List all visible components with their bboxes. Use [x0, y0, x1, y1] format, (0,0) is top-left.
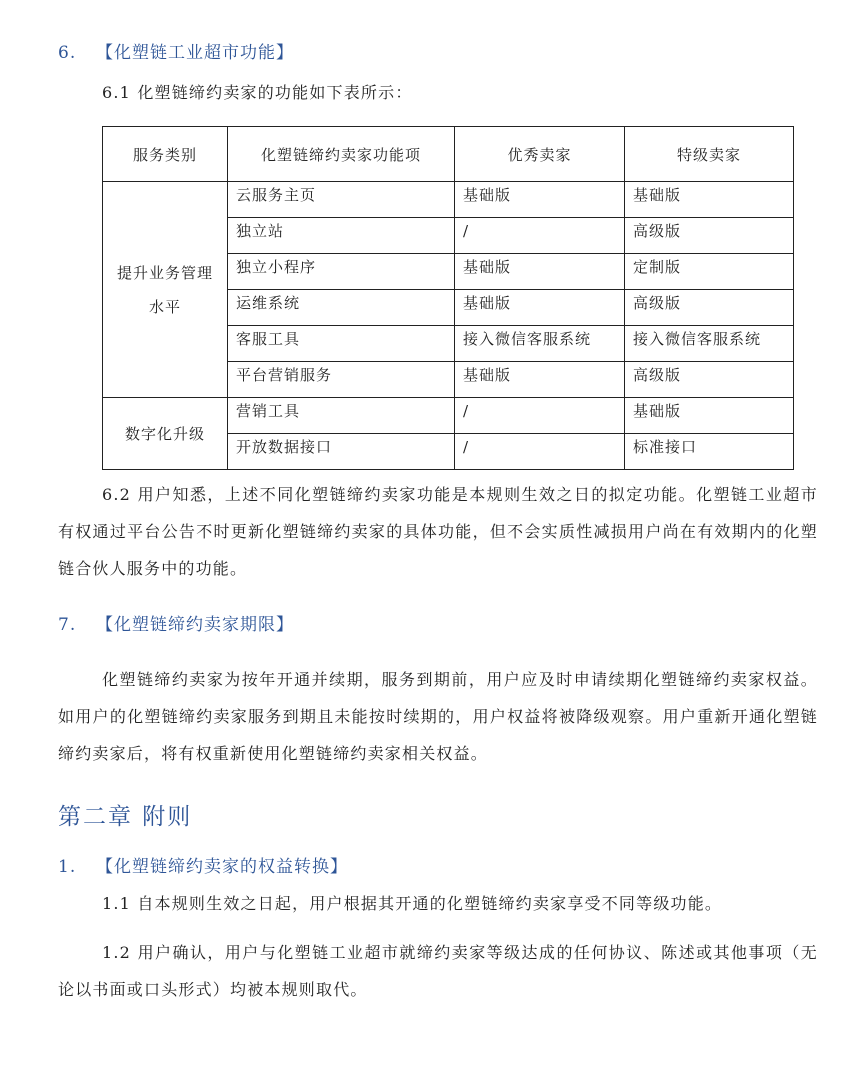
table-row — [103, 398, 794, 434]
excellent-value-cell: 基础版 — [455, 182, 625, 218]
premium-value-cell: 高级版 — [625, 290, 794, 326]
excellent-value-cell: / — [455, 434, 625, 470]
excellent-value-cell: 基础版 — [455, 290, 625, 326]
premium-value-cell: 定制版 — [625, 254, 794, 290]
table-row — [103, 182, 794, 218]
function-item-cell: 独立小程序 — [228, 254, 455, 290]
function-item-cell: 平台营销服务 — [228, 362, 455, 398]
section-6-2-paragraph: 6.2 用户知悉，上述不同化塑链缔约卖家功能是本规则生效之日的拟定功能。化塑链工业超市有权通过平台公告不时更新化塑链缔约卖家的具体功能，但不会实质性减损用户尚在有效期内的化塑链合伙人服务中的功能。 — [58, 485, 818, 578]
function-item-cell: 开放数据接口 — [228, 434, 455, 470]
premium-value-cell: 基础版 — [625, 182, 794, 218]
excellent-value-cell: / — [455, 218, 625, 254]
premium-value-cell: 高级版 — [625, 362, 794, 398]
chapter-2-title: 第二章 附则 — [58, 804, 193, 830]
premium-value-cell: 标准接口 — [625, 434, 794, 470]
section-6-title: 【化塑链工业超市功能】 — [96, 43, 294, 63]
header-premium-seller: 特级卖家 — [625, 127, 794, 182]
category-cell: 提升业务管理水平 — [103, 182, 228, 398]
section-1-2-paragraph: 1.2 用户确认，用户与化塑链工业超市就缔约卖家等级达成的任何协议、陈述或其他事项（无论以书面或口头形式）均被本规则取代。 — [58, 943, 818, 999]
function-item-cell: 独立站 — [228, 218, 455, 254]
excellent-value-cell: / — [455, 398, 625, 434]
premium-value-cell: 基础版 — [625, 398, 794, 434]
header-service-category: 服务类别 — [103, 127, 228, 182]
excellent-value-cell: 基础版 — [455, 362, 625, 398]
section-7-paragraph: 化塑链缔约卖家为按年开通并续期，服务到期前，用户应及时申请续期化塑链缔约卖家权益。如用户的化塑链缔约卖家服务到期且未能按时续期的，用户权益将被降级观察。用户重新开通化塑链缔约卖家后，将有权重新使用化塑链缔约卖家相关权益。 — [58, 670, 818, 763]
category-cell: 数字化升级 — [103, 398, 228, 470]
section-6-1-intro: 6.1 化塑链缔约卖家的功能如下表所示： — [102, 83, 413, 102]
function-item-cell: 运维系统 — [228, 290, 455, 326]
section-7-heading — [58, 610, 294, 635]
excellent-value-cell: 基础版 — [455, 254, 625, 290]
function-item-cell: 营销工具 — [228, 398, 455, 434]
section-7-number: 7. — [58, 615, 77, 635]
section-1-heading — [58, 852, 348, 877]
section-1-1-paragraph: 1.1 自本规则生效之日起，用户根据其开通的化塑链缔约卖家享受不同等级功能。 — [102, 894, 723, 913]
header-function-item: 化塑链缔约卖家功能项 — [228, 127, 455, 182]
premium-value-cell: 接入微信客服系统 — [625, 326, 794, 362]
section-1-number: 1. — [58, 857, 77, 877]
function-item-cell: 客服工具 — [228, 326, 455, 362]
excellent-value-cell: 接入微信客服系统 — [455, 326, 625, 362]
function-item-cell: 云服务主页 — [228, 182, 455, 218]
premium-value-cell: 高级版 — [625, 218, 794, 254]
table-header-row — [103, 127, 794, 182]
section-6-number: 6. — [58, 43, 77, 63]
header-excellent-seller: 优秀卖家 — [455, 127, 625, 182]
section-6-heading — [58, 38, 294, 63]
function-table — [102, 126, 794, 470]
section-7-title: 【化塑链缔约卖家期限】 — [96, 615, 294, 635]
section-1-title: 【化塑链缔约卖家的权益转换】 — [96, 857, 348, 877]
